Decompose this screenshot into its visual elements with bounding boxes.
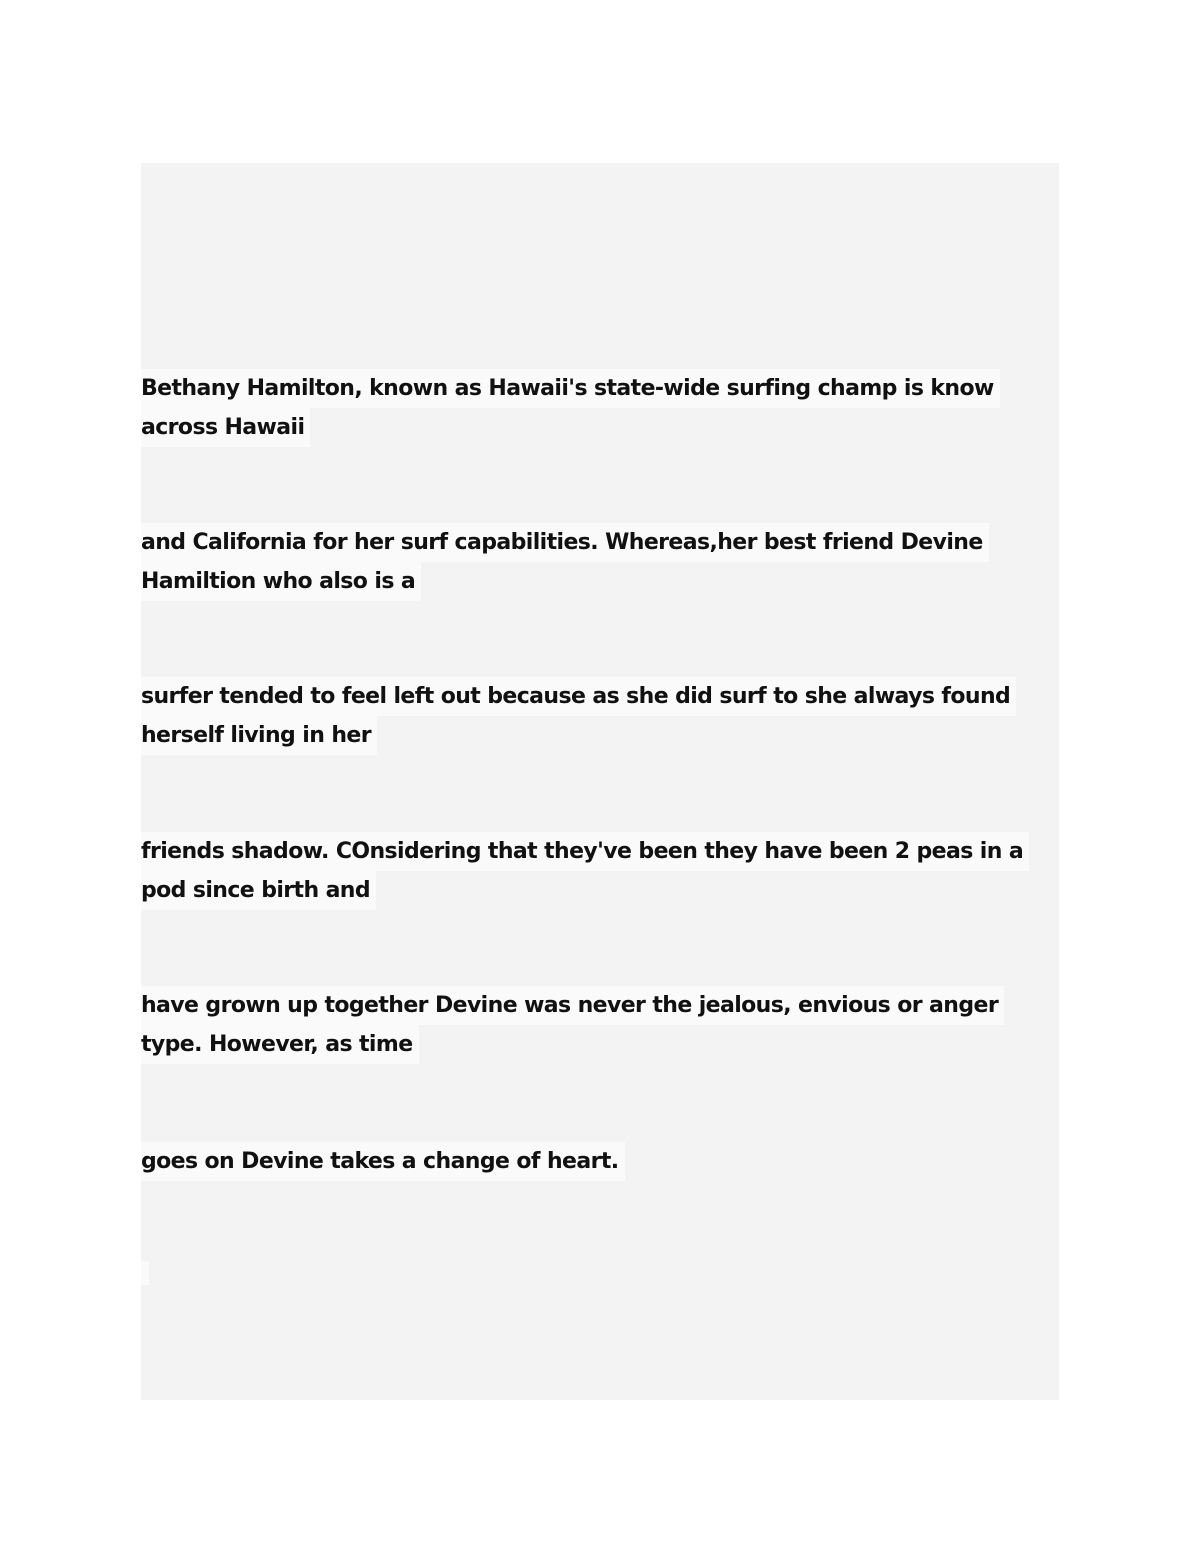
document-page-block [141, 163, 1059, 1400]
paragraph-1-line-1: Bethany Hamilton, known as Hawaii's state-wide surfing champ is know [141, 369, 1000, 408]
paragraph-4-line-2: pod since birth and [141, 871, 376, 910]
paragraph-3-line-1: surfer tended to feel left out because as she did surf to she always found [141, 677, 1016, 716]
paragraph-4-line-1: friends shadow. COnsidering that they've been they have been 2 peas in a [141, 832, 1029, 871]
paragraph-5-line-1: have grown up together Devine was never the jealous, envious or anger [141, 986, 1004, 1025]
paragraph-2-line-2: Hamiltion who also is a [141, 562, 421, 601]
paragraph-5-line-2: type. However, as time [141, 1025, 419, 1064]
empty-paragraph-marker [141, 1261, 149, 1285]
paragraph-2-line-1: and California for her surf capabilities. Whereas,her best friend Devine [141, 523, 989, 562]
paragraph-6-line-1: goes on Devine takes a change of heart. [141, 1142, 625, 1181]
paragraph-3-line-2: herself living in her [141, 716, 377, 755]
paragraph-1-line-2: across Hawaii [141, 408, 310, 447]
